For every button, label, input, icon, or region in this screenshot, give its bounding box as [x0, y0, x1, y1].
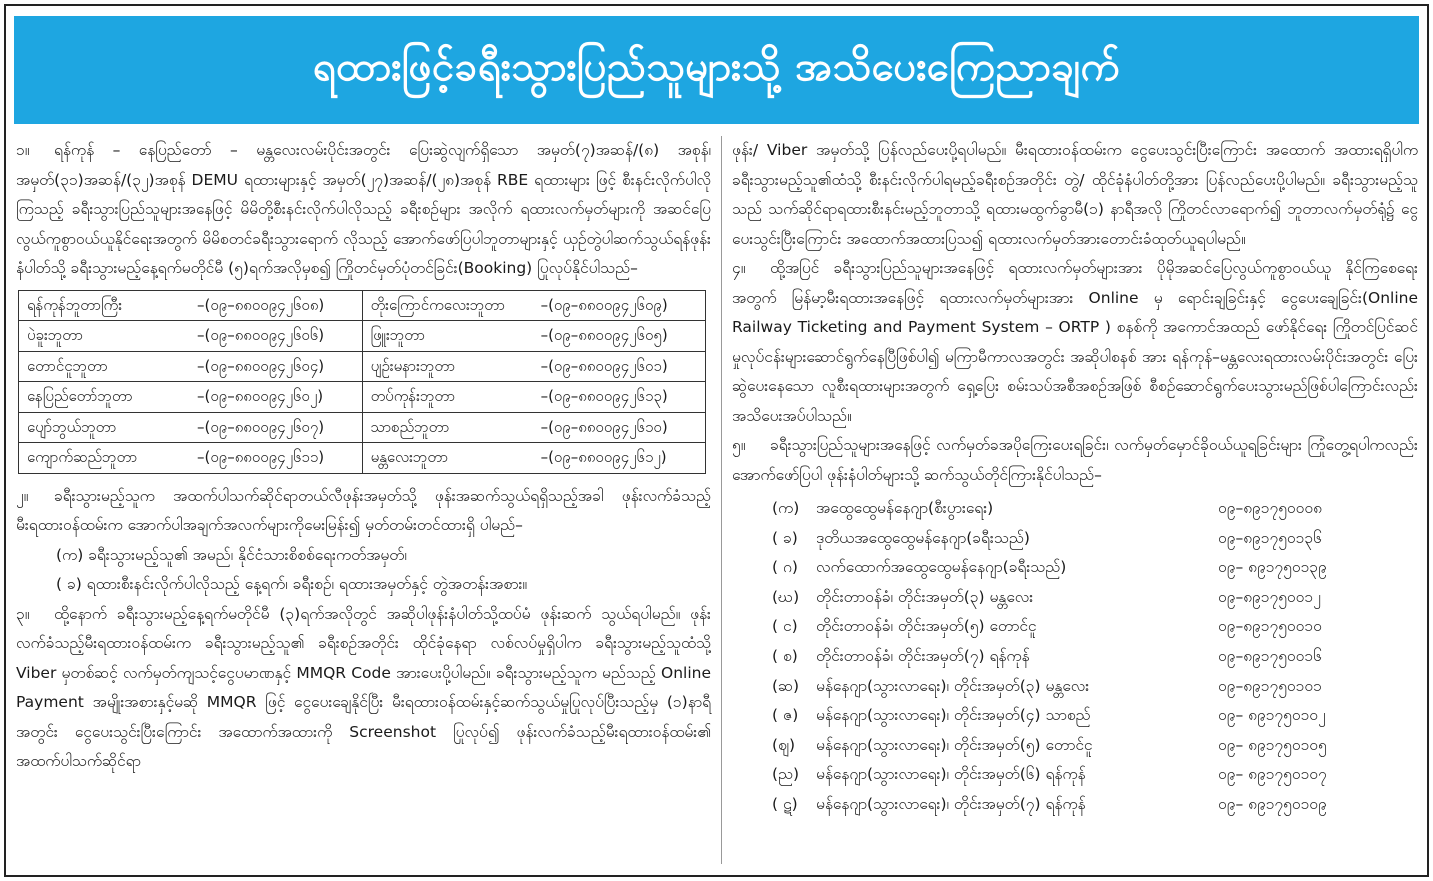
- station-name: ရန်ကုန်ဘူတာကြီး: [27, 295, 123, 314]
- paragraph-number: ၅။: [732, 436, 746, 454]
- station-cell: [19, 382, 363, 413]
- hotline-phone: ၀၉–၈၉၁၇၅၀၁၀၁: [1218, 676, 1322, 695]
- station-cell: [19, 443, 363, 474]
- paragraph-number: ၃။: [16, 604, 30, 623]
- paragraph-number: ၁။: [16, 141, 30, 159]
- hotline-index: ( ခ): [772, 528, 798, 547]
- notice-frame: [4, 4, 1429, 877]
- paragraph-number: ၂။: [16, 486, 29, 505]
- station-name: ပဲခူးဘူတာ: [27, 326, 84, 344]
- station-cell: [362, 412, 705, 443]
- paragraph-text: ထို့အပြင် ခရီးသွားပြည်သူများအနေဖြင့် ရထားလက်မှတ်များအား ပိုမိုအဆင်ပြေလွယ်ကူစွာဝယ်ယူ နိုင်ကြစေရေးအတွက် မြန်မာ့မီးရထားအနေဖြင့် ရထားလက်မှတ်များအား Online မှ ရောင်းချခြင်းနှင့် ငွေပေးချေခြင်း(Online Railway Ticketing and Payment System – ORTP ) စနစ်ကို အကောင်အထည် ဖော်နိုင်ရေး ကြိုတင်ပြင်ဆင်မှုလုပ်ငန်းများဆောင်ရွက်နေပြီဖြစ်ပါ၍ မကြာမီကာလအတွင်း အဆိုပါစနစ် အား ရန်ကုန်–မန္တလေးရထားလမ်းပိုင်းအတွင်း ပြေးဆွဲပေးနေသော လူစီးရထားများအတွက် ရှေ့ပြေး စမ်းသပ်အစီအစဉ်အဖြစ် စီစဉ်ဆောင်ရွက်ပေးသွားမည်ဖြစ်ပါကြောင်းလည်း အသိပေးအပ်ပါသည်။: [732, 259, 1418, 425]
- station-name: တောင်ငူဘူတာ: [27, 356, 108, 375]
- station-name: ကျောက်ဆည်ဘူတာ: [27, 448, 138, 466]
- paragraph-text: ထို့နောက် ခရီးသွားမည့်နေ့ရက်မတိုင်မီ (၃)ရက်အလိုတွင် အဆိုပါဖုန်းနံပါတ်သို့ထပ်မံ ဖုန်းဆက် သွယ်ရပါမည်။ ဖုန်းလက်ခံသည့်မီးရထားဝန်ထမ်းက ခရီးသွားမည့်သူ၏ ခရီးစဉ်အတိုင်း ထိုင်ခုံနေရာ လစ်လပ်မှုရှိပါက ခရီးသွားမည့်သူထံသို့ Viber မှတစ်ဆင့် လက်မှတ်ကျသင့်ငွေပမာဏနှင့် MMQR Code အားပေးပို့ပါမည်။ ခရီးသွားမည့်သူက မည်သည့် Online Payment အမျိုးအစားနှင့်မဆို MMQR ဖြင့် ငွေပေးချေနိုင်ပြီး မီးရထားဝန်ထမ်းနှင့်ဆက်သွယ်မှုပြုလုပ်ပြီးသည့်မှ (၁)နာရီအတွင်း ငွေပေးသွင်းပြီးကြောင်း အထောက်အထားကို Screenshot ပြုလုပ်၍ ဖုန်းလက်ခံသည့်မီးရထားဝန်ထမ်း၏ အထက်ပါသက်ဆိုင်ရာ: [16, 604, 711, 770]
- left-column: [16, 136, 711, 777]
- hotline-title: တိုင်းတာဝန်ခံ၊ တိုင်းအမှတ်(၅) တောင်ငူ: [816, 617, 1037, 636]
- station-cell: [362, 321, 705, 352]
- hotline-title: ဒုတိယအထွေထွေမန်နေဂျာ(ခရီးသည်): [816, 528, 1030, 547]
- hotline-title: မန်နေဂျာ(သွားလာရေး)၊ တိုင်းအမှတ်(၇) ရန်ကုန်: [816, 794, 1086, 813]
- paragraph-2b: ( ခ) ရထားစီးနင်းလိုက်ပါလိုသည့် နေ့ရက်၊ ခရီးစဉ်၊ ရထားအမှတ်နှင့် တွဲအတန်းအစား။: [56, 575, 528, 593]
- station-phone: –(၀၉–၈၈၀၀၉၄၂၆၁၁): [197, 448, 325, 466]
- paragraph-2: [16, 482, 711, 541]
- hotline-row: [732, 731, 1418, 761]
- station-cell: [19, 290, 363, 321]
- station-row: [19, 351, 706, 382]
- complaint-hotline-list: [732, 494, 1418, 820]
- hotline-row: [732, 790, 1418, 820]
- paragraph-2a: (က) ခရီးသွားမည့်သူ၏ အမည်၊ နိုင်ငံသားစိစစ်ရေးကတ်အမှတ်၊: [56, 545, 407, 564]
- station-name: မန္တလေးဘူတာ: [370, 448, 449, 466]
- paragraph-text: ခရီးသွားမည့်သူက အထက်ပါသက်ဆိုင်ရာတယ်လီဖုန်းအမှတ်သို့ ဖုန်းအဆက်သွယ်ရရှိသည့်အခါ ဖုန်းလက်ခံသည့် မီးရထားဝန်ထမ်းက အောက်ပါအချက်အလက်များကိုမေးမြန်း၍ မှတ်တမ်းတင်ထားရှိ ပါမည်–: [16, 486, 711, 534]
- station-phone: –(၀၉–၈၈၀၀၉၄၂၆၁၃): [540, 387, 668, 405]
- hotline-title: မန်နေဂျာ(သွားလာရေး)၊ တိုင်းအမှတ်(၆) ရန်ကုန်: [816, 765, 1086, 784]
- hotline-index: ( င): [772, 617, 798, 636]
- station-cell: [362, 443, 705, 474]
- station-cell: [362, 290, 705, 321]
- hotline-row: [732, 672, 1418, 702]
- hotline-phone: ၀၉– ၈၉၁၇၅၀၁၀၇: [1218, 765, 1327, 784]
- hotline-phone: ၀၉– ၈၉၁၇၅၀၁၃၉: [1218, 558, 1327, 577]
- hotline-index: ( ဇ): [772, 706, 799, 725]
- page-title: ရထားဖြင့်ခရီးသွားပြည်သူများသို့ အသိပေးကြေညာချက်: [312, 43, 1121, 90]
- paragraph-1: [16, 136, 711, 284]
- hotline-index: ( ဂ): [772, 558, 798, 577]
- hotline-index: (ဆ): [772, 676, 800, 695]
- hotline-title: တိုင်းတာဝန်ခံ၊ တိုင်းအမှတ်(၃) မန္တလေး: [816, 587, 1034, 606]
- hotline-phone: ၀၉– ၈၉၁၇၅၀၁၀၉: [1218, 794, 1327, 813]
- paragraph-text: ခရီးသွားပြည်သူများအနေဖြင့် လက်မှတ်ခအပိုကြေးပေးရခြင်း၊ လက်မှတ်မှောင်ခိုဝယ်ယူရခြင်းများ ကြုံတွေ့ရပါကလည်း အောက်ဖော်ပြပါ ဖုန်းနံပါတ်များသို့ ဆက်သွယ်တိုင်ကြားနိုင်ပါသည်–: [732, 436, 1418, 484]
- hotline-title: မန်နေဂျာ(သွားလာရေး)၊ တိုင်းအမှတ်(၃) မန္တလေး: [816, 676, 1090, 695]
- station-cell: [362, 382, 705, 413]
- hotline-row: [732, 524, 1418, 554]
- station-name: ဖြူးဘူတာ: [370, 326, 425, 344]
- hotline-index: (က): [772, 499, 800, 518]
- hotline-index: (ဈ): [772, 735, 796, 754]
- paragraph-5: [732, 431, 1418, 490]
- station-phone: –(၀၉–၈၈၀၀၉၄၂၆၀၄): [197, 356, 325, 375]
- station-name: သာစည်ဘူတာ: [370, 417, 450, 436]
- hotline-index: ( ဋ): [772, 794, 798, 813]
- station-phone: –(၀၉–၈၈၀၀၉၄၂၆၀၉): [540, 295, 668, 314]
- hotline-row: [732, 612, 1418, 642]
- station-phone: –(၀၉–၈၈၀၀၉၄၂၆၀၂): [197, 387, 324, 405]
- station-phone: –(၀၉–၈၈၀၀၉၄၂၆၁၀): [540, 417, 668, 436]
- hotline-row: [732, 583, 1418, 613]
- station-row: [19, 382, 706, 413]
- station-name: တပ်ကုန်းဘူတာ: [370, 387, 456, 405]
- station-row: [19, 443, 706, 474]
- station-phone: –(၀၉–၈၈၀၀၉၄၂၆၀၁): [540, 356, 668, 375]
- hotline-title: မန်နေဂျာ(သွားလာရေး)၊ တိုင်းအမှတ်(၅) တောင်ငူ: [816, 735, 1093, 754]
- hotline-row: [732, 494, 1418, 524]
- station-cell: [19, 351, 363, 382]
- hotline-phone: ၀၉–၈၉၁၇၅၀၀၁၆: [1218, 647, 1322, 666]
- hotline-title: အထွေထွေမန်နေဂျာ(စီးပွားရေး): [816, 499, 994, 518]
- paragraph-text: ရန်ကုန် – နေပြည်တော် – မန္တလေးလမ်းပိုင်းအတွင်း ပြေးဆွဲလျက်ရှိသော အမှတ်(၇)အဆန်/(၈) အစုန်၊ အမှတ်(၃၁)အဆန်/(၃၂)အစုန် DEMU ရထားများနှင့် အမှတ်(၂၇)အဆန်/(၂၈)အစုန် RBE ရထားများ ဖြင့် စီးနင်းလိုက်ပါလိုကြသည့် ခရီးသွားပြည်သူများအနေဖြင့် မိမိတို့စီးနင်းလိုက်ပါလိုသည့် ခရီးစဉ်များ အလိုက် ရထားလက်မှတ်များကို အဆင်ပြေလွယ်ကူစွာဝယ်ယူနိုင်ရေးအတွက် မိမိစတင်ခရီးသွားရောက် လိုသည့် အောက်ဖော်ပြပါဘူတာများနှင့် ယှဉ်တွဲပါဆက်သွယ်ရန်ဖုန်းနံပါတ်သို့ ခရီးသွားမည့်နေ့ရက်မတိုင်မီ (၅)ရက်အလိုမှစ၍ ကြိုတင်မှတ်ပုံတင်ခြင်း(Booking) ပြုလုပ်နိုင်ပါသည်–: [16, 141, 711, 277]
- station-phone: –(၀၉–၈၈၀၀၉၄၂၆၀၅): [540, 326, 668, 344]
- station-name: နေပြည်တော်ဘူတာ: [27, 387, 133, 405]
- paragraph-3-continued: ဖုန်း/ Viber အမှတ်သို့ ပြန်လည်ပေးပို့ရပါမည်။ မီးရထားဝန်ထမ်းက ငွေပေးသွင်းပြီးကြောင်း အထောက် အထားရရှိပါက ခရီးသွားမည့်သူ၏ထံသို့ စီးနင်းလိုက်ပါရမည့်ခရီးစဉ်အတိုင်း တွဲ/ ထိုင်ခုံနံပါတ်တို့အား ပြန်လည်ပေးပို့ပါမည်။ ခရီးသွားမည့်သူသည် သက်ဆိုင်ရာရထားစီးနင်းမည့်ဘူတာသို့ ရထားမထွက်ခွာမီ(၁) နာရီအလို ကြိုတင်လာရောက်၍ ဘူတာလက်မှတ်ရုံ၌ ငွေပေးသွင်းပြီးကြောင်း အထောက်အထားပြသ၍ ရထားလက်မှတ်အားတောင်းခံထုတ်ယူရပါမည်။: [732, 141, 1418, 248]
- station-row: [19, 290, 706, 321]
- hotline-phone: ၀၉–၈၉၁၇၅၀၀၁၂: [1218, 587, 1321, 606]
- hotline-index: (ဃ): [772, 587, 800, 606]
- paragraph-3: [16, 600, 711, 777]
- hotline-phone: ၀၉–၈၉၁၇၅၀၀၀၈: [1218, 499, 1322, 518]
- station-cell: [362, 351, 705, 382]
- hotline-row: [732, 553, 1418, 583]
- right-column: [732, 136, 1418, 820]
- station-phone: –(၀၉–၈၈၀၀၉၄၂၆၀၆): [197, 326, 325, 344]
- station-contacts-table: [18, 290, 706, 474]
- hotline-phone: ၀၉–၈၉၁၇၅၀၁၃၆: [1218, 528, 1322, 547]
- station-cell: [19, 412, 363, 443]
- hotline-phone: ၀၉– ၈၉၁၇၅၀၁၀၂: [1218, 706, 1326, 725]
- station-row: [19, 321, 706, 352]
- station-phone: –(၀၉–၈၈၀၀၉၄၂၆၀၇): [197, 417, 325, 436]
- station-cell: [19, 321, 363, 352]
- hotline-title: တိုင်းတာဝန်ခံ၊ တိုင်းအမှတ်(၇) ရန်ကုန်: [816, 647, 1030, 666]
- hotline-row: [732, 760, 1418, 790]
- hotline-title: လက်ထောက်အထွေထွေမန်နေဂျာ(ခရီးသည်): [816, 558, 1067, 577]
- hotline-index: (ည): [772, 765, 800, 784]
- station-row: [19, 412, 706, 443]
- paragraph-4: [732, 254, 1418, 431]
- hotline-phone: ၀၉– ၈၉၁၇၅၀၁၀၅: [1218, 735, 1327, 754]
- paragraph-number: ၄။: [732, 259, 746, 277]
- hotline-phone: ၀၉–၈၉၁၇၅၀၀၁၀: [1218, 617, 1322, 636]
- station-name: ပျဉ်းမနားဘူတာ: [370, 356, 456, 375]
- hotline-row: [732, 642, 1418, 672]
- column-divider: [721, 136, 722, 864]
- station-phone: –(၀၉–၈၈၀၀၉၄၂၆၀၈): [197, 295, 325, 314]
- hotline-row: [732, 701, 1418, 731]
- hotline-title: မန်နေဂျာ(သွားလာရေး)၊ တိုင်းအမှတ်(၄) သာစည်: [816, 706, 1091, 725]
- station-name: တိုးကြောင်ကလေးဘူတာ: [370, 295, 506, 314]
- station-name: ပျော်ဘွယ်ဘူတာ: [27, 417, 117, 436]
- title-banner: [14, 16, 1419, 124]
- hotline-index: ( စ): [772, 647, 798, 666]
- station-phone: –(၀၉–၈၈၀၀၉၄၂၆၁၂): [540, 448, 667, 466]
